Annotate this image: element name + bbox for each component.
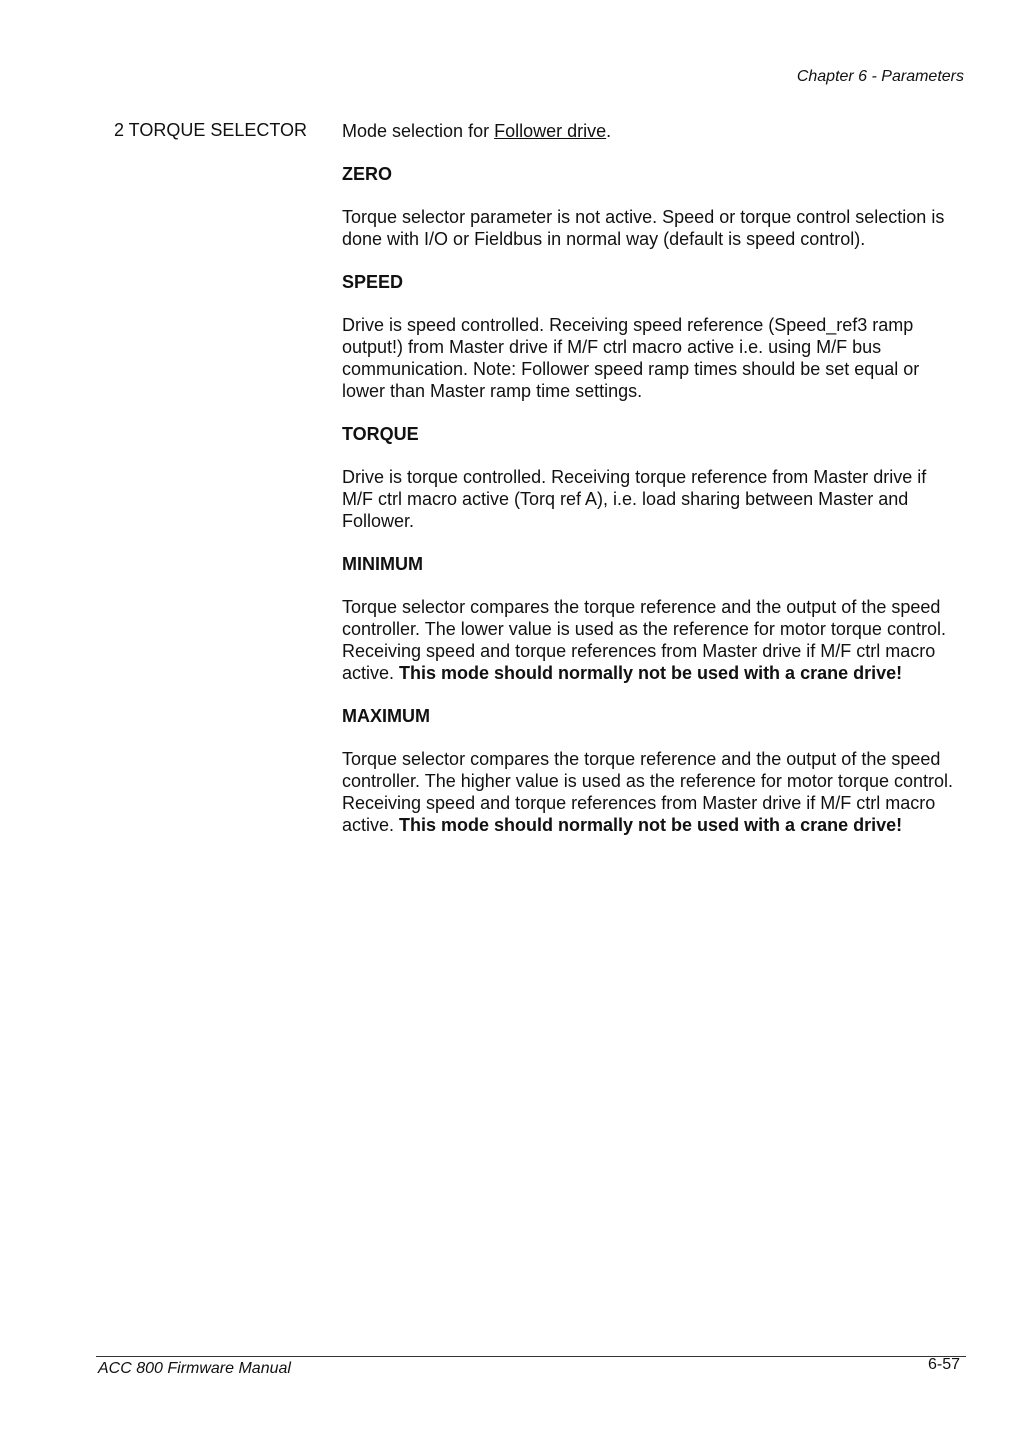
chapter-header: Chapter 6 - Parameters (796, 68, 964, 85)
parameter-name: 2 TORQUE SELECTOR (114, 120, 308, 140)
option-text-torque: Drive is torque controlled. Receiving torque reference from Master drive if M/F ctrl macro active (Torq ref A), i.e. load sharing between Master and Follower. (342, 467, 927, 531)
option-text-minimum: Torque selector compares the torque reference and the output of the speed controller. The lower value is used as the reference for motor torque control. Receiving speed and torque references from Master drive if M/F ctrl macro active. (342, 597, 946, 683)
option-warning-maximum: This mode should normally not be used with a crane drive! (399, 815, 903, 835)
intro-prefix: Mode selection for (342, 121, 495, 141)
option-title-minimum: MINIMUM (342, 554, 423, 574)
option-text-speed: Drive is speed controlled. Receiving speed reference (Speed_ref3 ramp output!) from Master drive if M/F ctrl macro active i.e. using M/F bus communication. Note: Follower speed ramp times should be set equal or lower than Master ramp time settings. (342, 315, 920, 401)
option-paragraph-maximum (342, 748, 962, 836)
footer-manual-title: ACC 800 Firmware Manual (98, 1360, 291, 1377)
option-title-torque: TORQUE (342, 424, 419, 444)
follower-drive-link-text: Follower drive (494, 121, 607, 141)
option-title-zero: ZERO (342, 164, 393, 184)
option-text-maximum: Torque selector compares the torque reference and the output of the speed controller. The higher value is used as the reference for motor torque control. Receiving speed and torque references from Master drive if M/F ctrl macro active. (342, 749, 953, 835)
page-number: 6-57 (927, 1356, 960, 1373)
intro-suffix: . (606, 121, 612, 141)
parameter-description (342, 120, 962, 857)
option-warning-minimum: This mode should normally not be used with a crane drive! (399, 663, 903, 683)
option-text-zero: Torque selector parameter is not active. Speed or torque control selection is done with I/O or Fieldbus in normal way (default is speed control). (342, 207, 945, 249)
option-title-speed: SPEED (342, 272, 404, 292)
parameter-intro (342, 120, 962, 142)
footer-divider (96, 1356, 966, 1357)
option-paragraph-minimum (342, 596, 962, 684)
option-title-maximum: MAXIMUM (342, 706, 430, 726)
